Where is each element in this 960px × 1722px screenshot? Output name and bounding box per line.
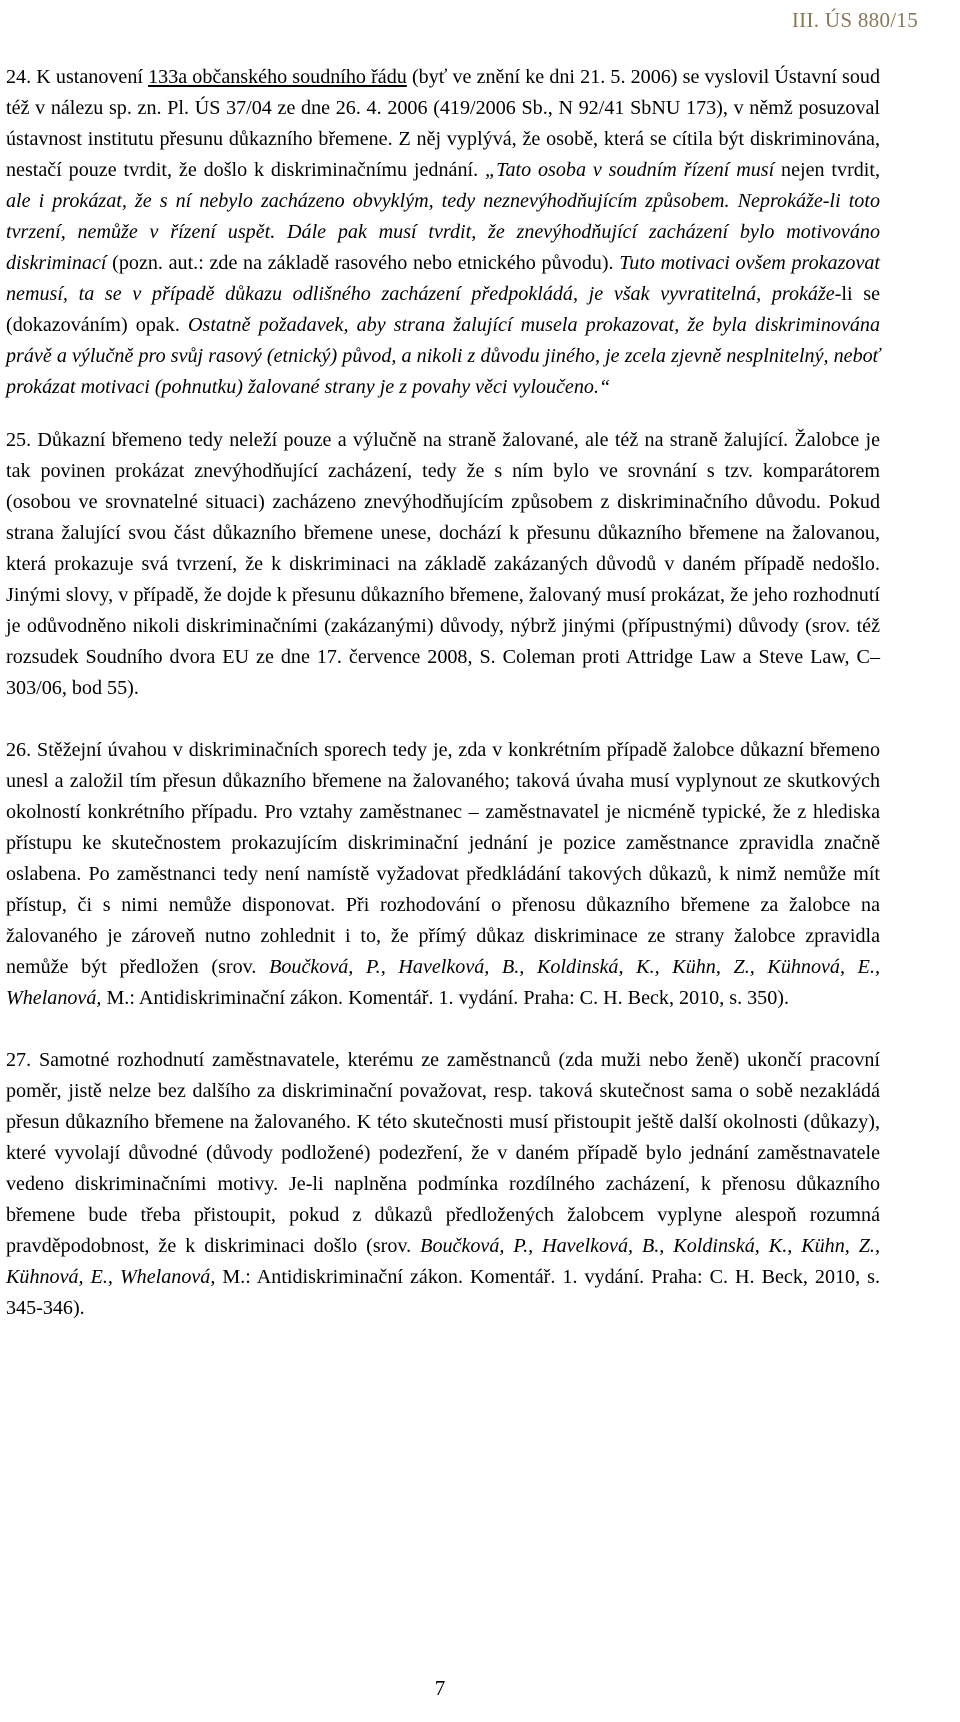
p24-quote-4: Ostatně požadavek, aby strana žalující musela prokazovat, že byla diskriminována právě a výlučně pro svůj rasový (etnický) původ, a nikoli z důvodu jiného, je zcela zjevně nesplnitelný, neboť prokázat motivaci (pohnutku) žalované strany je z povahy věci vyloučeno.“ [6, 314, 880, 398]
p24-text-5: li se (dokazováním) opak. [6, 283, 880, 336]
p27-citation-authors: Boučková, P., Havelková, B., Koldinská, K., Kühn, Z., Kühnová, E., Whelanová, [6, 1235, 880, 1288]
p24-text-1: 24. K ustanovení [6, 66, 149, 88]
p24-quote-3: Tuto motivaci ovšem prokazovat nemusí, ta se v případě důkazu odlišného zacházení předpokládá, je však vyvratitelná, prokáže- [6, 252, 881, 305]
p25-text: 25. Důkazní břemeno tedy neleží pouze a výlučně na straně žalované, ale též na straně žalující. Žalobce je tak povinen prokázat znevýhodňující zacházení, tedy že s ním bylo ve srovnání s tzv. komparátorem (osobou ve srovnatelné situaci) zacházeno znevýhodňujícím způsobem z diskriminačního důvodu. Pokud strana žalující svou část důkazního břemene unese, dochází k přesunu důkazního břemene na žalovanou, která prokazuje svá tvrzení, že k diskriminaci na základě zakázaných důvodů v daném případě nedošlo. Jinými slovy, v případě, že dojde k přesunu důkazního břemene, žalovaný musí prokázat, že jeho rozhodnutí je odůvodněno nikoli diskriminačními (zakázanými) důvody, nýbrž jinými (přípustnými) důvody (srov. též rozsudek Soudního dvora EU ze dne 17. července 2008, S. Coleman proti Attridge Law a Steve Law, C‒303/06, bod 55). [6, 429, 880, 699]
page-number: 7 [434, 1676, 446, 1700]
p24-text-4: (pozn. aut.: zde na základě rasového nebo etnického původu). [106, 252, 620, 274]
p26-citation-authors: Boučková, P., Havelková, B., Koldinská, K., Kühn, Z., Kühnová, E., Whelanová, [6, 956, 880, 1009]
paragraph-25 [6, 425, 880, 704]
p24-text-2: (byť ve znění ke dni 21. 5. 2006) se vyslovil Ústavní soud též v nálezu sp. zn. Pl. ÚS 37/04 ze dne 26. 4. 2006 (419/2006 Sb., N 92/41 SbNU 173), v němž posuzoval ústavnost institutu přesunu důkazního břemene. Z něj vyplývá, že osobě, která se cítila být diskriminována, nestačí pouze tvrdit, že došlo k diskriminačnímu jednání. [6, 66, 880, 181]
p26-text-1: 26. Stěžejní úvahou v diskriminačních sporech tedy je, zda v konkrétním případě žalobce důkazní břemeno unesl a založil tím přesun důkazního břemene na žalovaného; taková úvaha musí vyplynout ze skutkových okolností konkrétního případu. Pro vztahy zaměstnanec ‒ zaměstnavatel je nicméně typické, že z hlediska přístupu ke skutečnostem prokazujícím diskriminační jednání je pozice zaměstnance zpravidla značně oslabena. Po zaměstnanci tedy není namístě vyžadovat předkládání takových důkazů, k nimž nemůže mít přístup, či s nimi nemůže disponovat. Při rozhodování o přenosu důkazního břemene za žalobce na žalovaného je zároveň nutno zohlednit i to, že přímý důkaz diskriminace ze strany žalobce zpravidla nemůže být předložen (srov. [6, 739, 880, 978]
p27-text-1: 27. Samotné rozhodnutí zaměstnavatele, kterému ze zaměstnanců (zda muži nebo ženě) ukončí pracovní poměr, jistě nelze bez dalšího za diskriminační považovat, resp. taková skutečnost sama o sobě nezakládá přesun důkazního břemene na žalovaného. K této skutečnosti musí přistoupit ještě další okolnosti (důkazy), které vyvolají důvodné (důvody podložené) podezření, že v daném případě bylo jednání zaměstnavatele vedeno diskriminačními motivy. Je-li naplněna podmínka rozdílného zacházení, k přenosu důkazního břemene bude třeba přistoupit, pokud z důkazů předložených žalobcem vyplyne alespoň rozumná pravděpodobnost, že k diskriminaci došlo (srov. [6, 1049, 880, 1257]
p24-quote-1: „Tato osoba v soudním řízení musí [484, 159, 775, 181]
p26-text-2: M.: Antidiskriminační zákon. Komentář. 1. vydání. Praha: C. H. Beck, 2010, s. 350). [101, 987, 789, 1009]
case-number-header: III. ÚS 880/15 [791, 8, 918, 32]
p24-underlined-law-reference: 133a občanského soudního řádu [148, 66, 407, 88]
paragraph-24 [6, 62, 880, 403]
paragraph-26 [6, 735, 880, 1014]
p24-text-3: nejen tvrdit, [774, 159, 880, 181]
p27-text-2: M.: Antidiskriminační zákon. Komentář. 1. vydání. Praha: C. H. Beck, 2010, s. 345-346). [6, 1266, 880, 1319]
document-body [6, 62, 880, 1324]
p24-quote-2: ale i prokázat, že s ní nebylo zacházeno obvyklým, tedy neznevýhodňujícím způsobem. Neprokáže-li toto tvrzení, nemůže v řízení uspět. Dále pak musí tvrdit, že znevýhodňující zacházení bylo motivováno diskriminací [6, 190, 880, 274]
paragraph-27 [6, 1045, 880, 1324]
